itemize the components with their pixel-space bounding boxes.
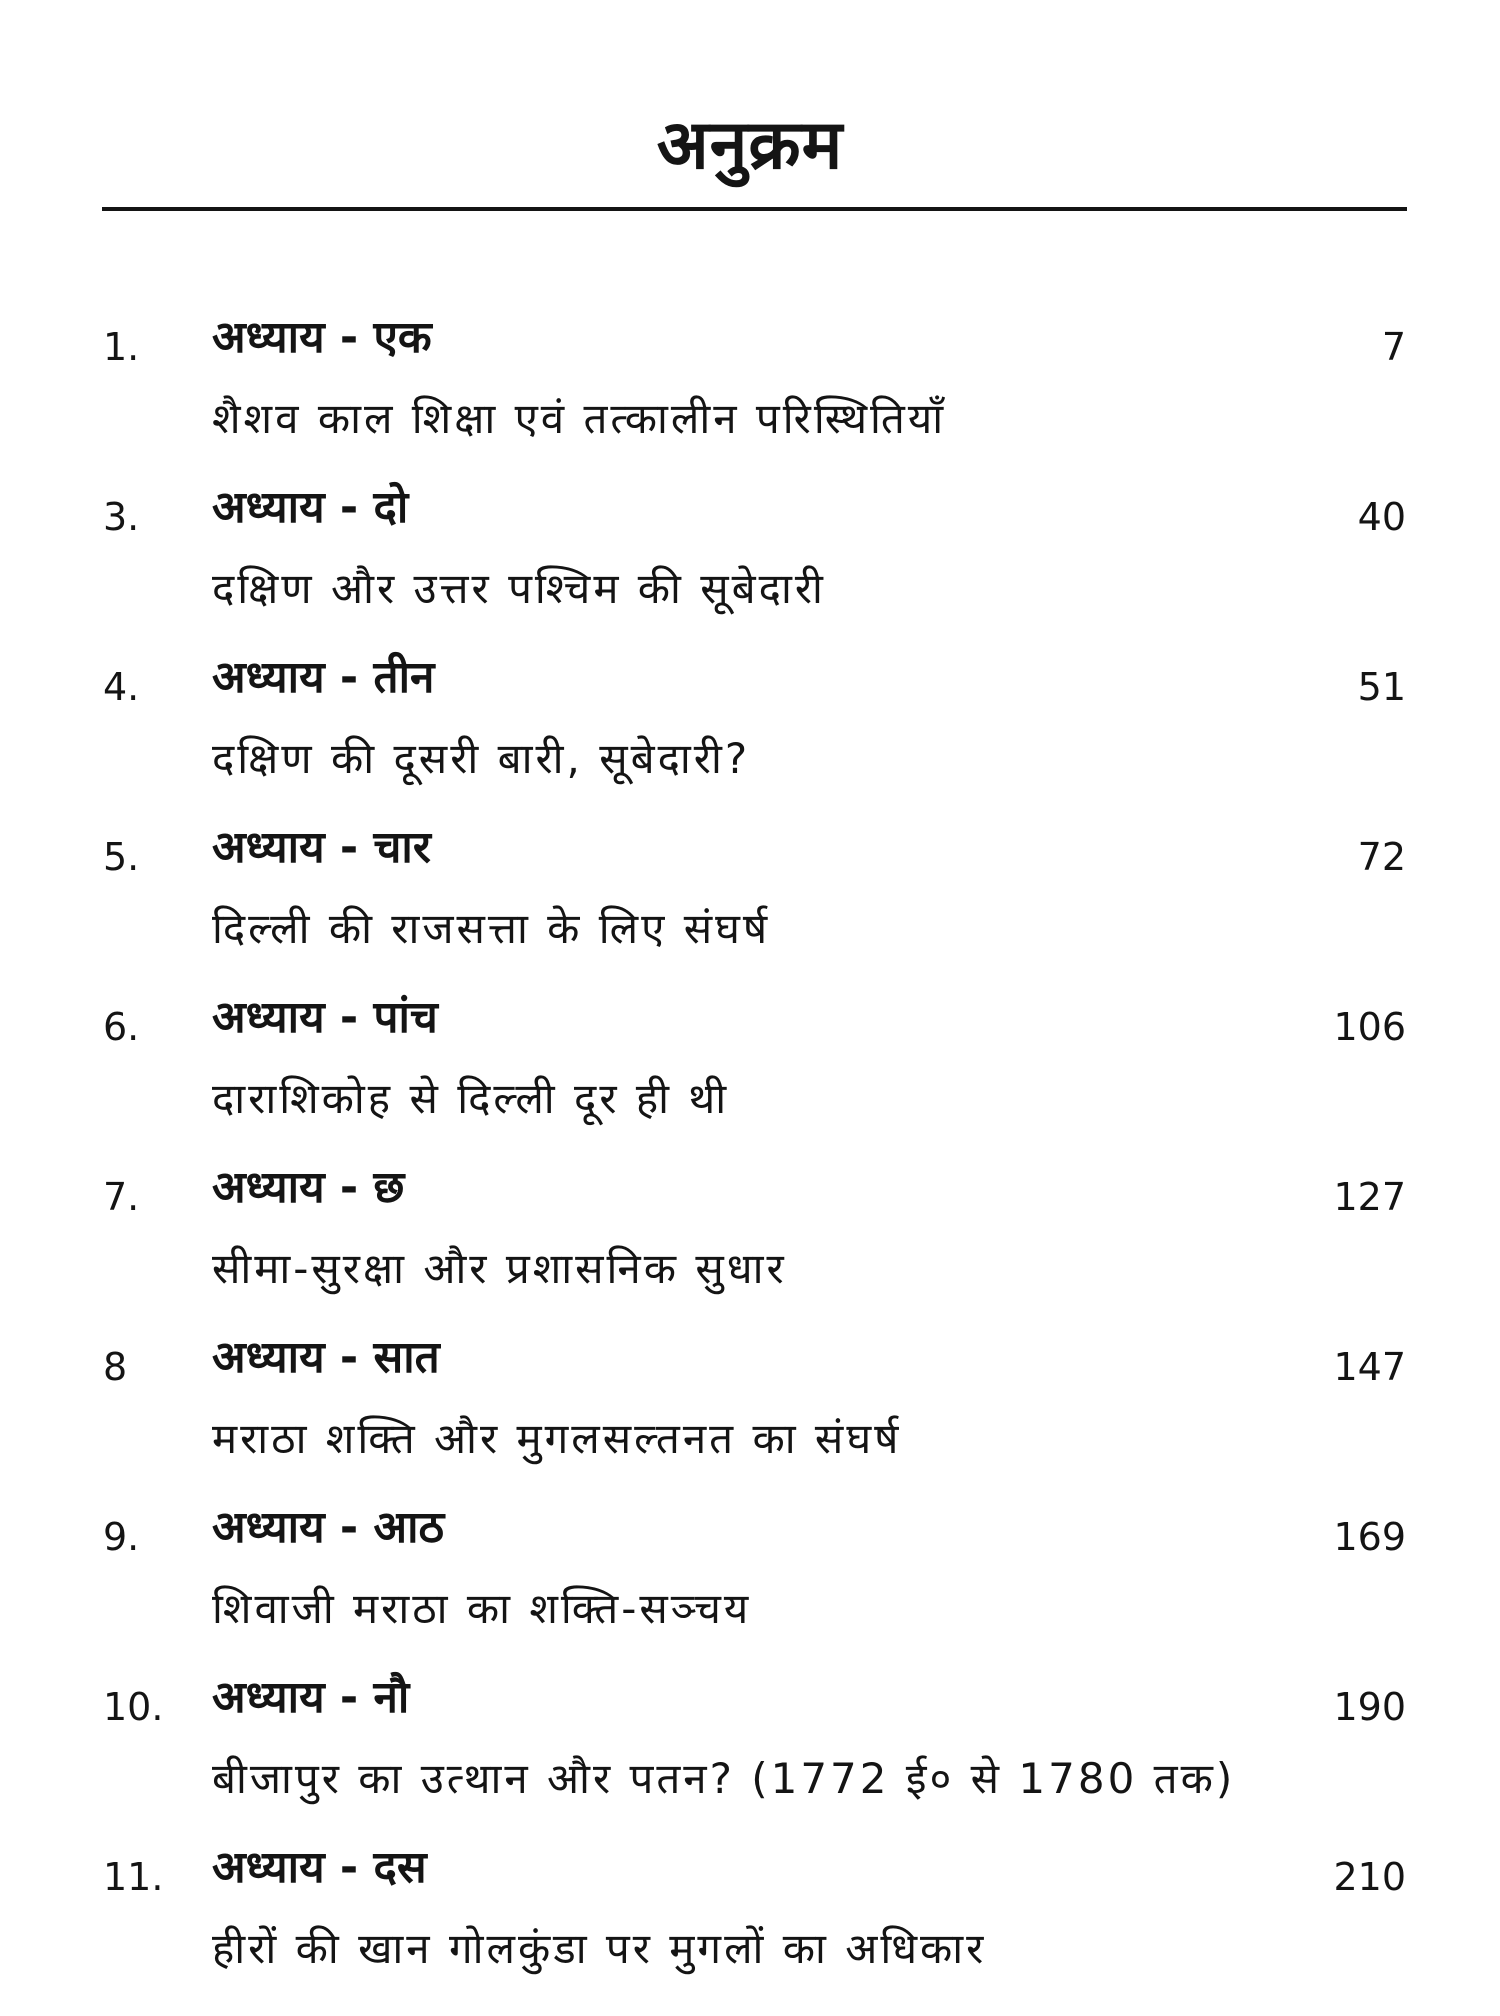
entry-number: 5. [103, 835, 140, 879]
toc-entry [0, 992, 1500, 1166]
entry-number: 10. [103, 1685, 164, 1729]
chapter-heading: अध्याय - एक [212, 312, 432, 363]
page-number: 7 [1381, 325, 1406, 369]
chapter-subtitle: बीजापुर का उत्थान और पतन? (1772 ई० से 1780 तक) [212, 1754, 1236, 1803]
page-number: 190 [1333, 1685, 1406, 1729]
chapter-subtitle: दक्षिण की दूसरी बारी, सूबेदारी? [212, 734, 751, 783]
entry-number: 8 [103, 1345, 128, 1389]
chapter-heading: अध्याय - नौ [212, 1672, 410, 1723]
entry-number: 6. [103, 1005, 140, 1049]
entry-number: 1. [103, 325, 140, 369]
chapter-subtitle: मराठा शक्ति और मुगलसल्तनत का संघर्ष [212, 1414, 902, 1463]
toc-entry [0, 1502, 1500, 1676]
chapter-subtitle: दिल्ली की राजसत्ता के लिए संघर्ष [212, 904, 771, 953]
chapter-heading: अध्याय - सात [212, 1332, 440, 1383]
toc-entry [0, 1672, 1500, 1846]
chapter-heading: अध्याय - तीन [212, 652, 435, 703]
chapter-heading: अध्याय - चार [212, 822, 431, 873]
chapter-subtitle: सीमा-सुरक्षा और प्रशासनिक सुधार [212, 1244, 787, 1293]
page-number: 127 [1333, 1175, 1406, 1219]
page-number: 147 [1333, 1345, 1406, 1389]
page-number: 40 [1357, 495, 1406, 539]
chapter-subtitle: दक्षिण और उत्तर पश्चिम की सूबेदारी [212, 564, 826, 613]
entry-number: 9. [103, 1515, 140, 1559]
toc-entry [0, 482, 1500, 656]
chapter-heading: अध्याय - पांच [212, 992, 438, 1043]
page-number: 106 [1333, 1005, 1406, 1049]
toc-entry [0, 312, 1500, 486]
page-title: अनुक्रम [656, 106, 844, 185]
chapter-heading: अध्याय - दस [212, 1842, 427, 1893]
chapter-subtitle: हीरों की खान गोलकुंडा पर मुगलों का अधिकार [212, 1924, 987, 1973]
toc-entry [0, 822, 1500, 996]
table-of-contents [0, 312, 1500, 2016]
chapter-subtitle: दाराशिकोह से दिल्ली दूर ही थी [212, 1074, 730, 1123]
page-number: 210 [1333, 1855, 1406, 1899]
page-number: 169 [1333, 1515, 1406, 1559]
page-number: 51 [1357, 665, 1406, 709]
toc-entry [0, 652, 1500, 826]
chapter-heading: अध्याय - दो [212, 482, 409, 533]
chapter-heading: अध्याय - आठ [212, 1502, 445, 1553]
toc-entry [0, 1162, 1500, 1336]
toc-entry [0, 1332, 1500, 1506]
toc-entry [0, 1842, 1500, 2016]
chapter-subtitle: शिवाजी मराठा का शक्ति-सञ्चय [212, 1584, 752, 1633]
title-underline [102, 207, 1407, 211]
page-number: 72 [1357, 835, 1406, 879]
chapter-heading: अध्याय - छ [212, 1162, 405, 1213]
entry-number: 11. [103, 1855, 164, 1899]
entry-number: 3. [103, 495, 140, 539]
chapter-subtitle: शैशव काल शिक्षा एवं तत्कालीन परिस्थितियाँ [212, 394, 947, 443]
entry-number: 4. [103, 665, 140, 709]
entry-number: 7. [103, 1175, 140, 1219]
